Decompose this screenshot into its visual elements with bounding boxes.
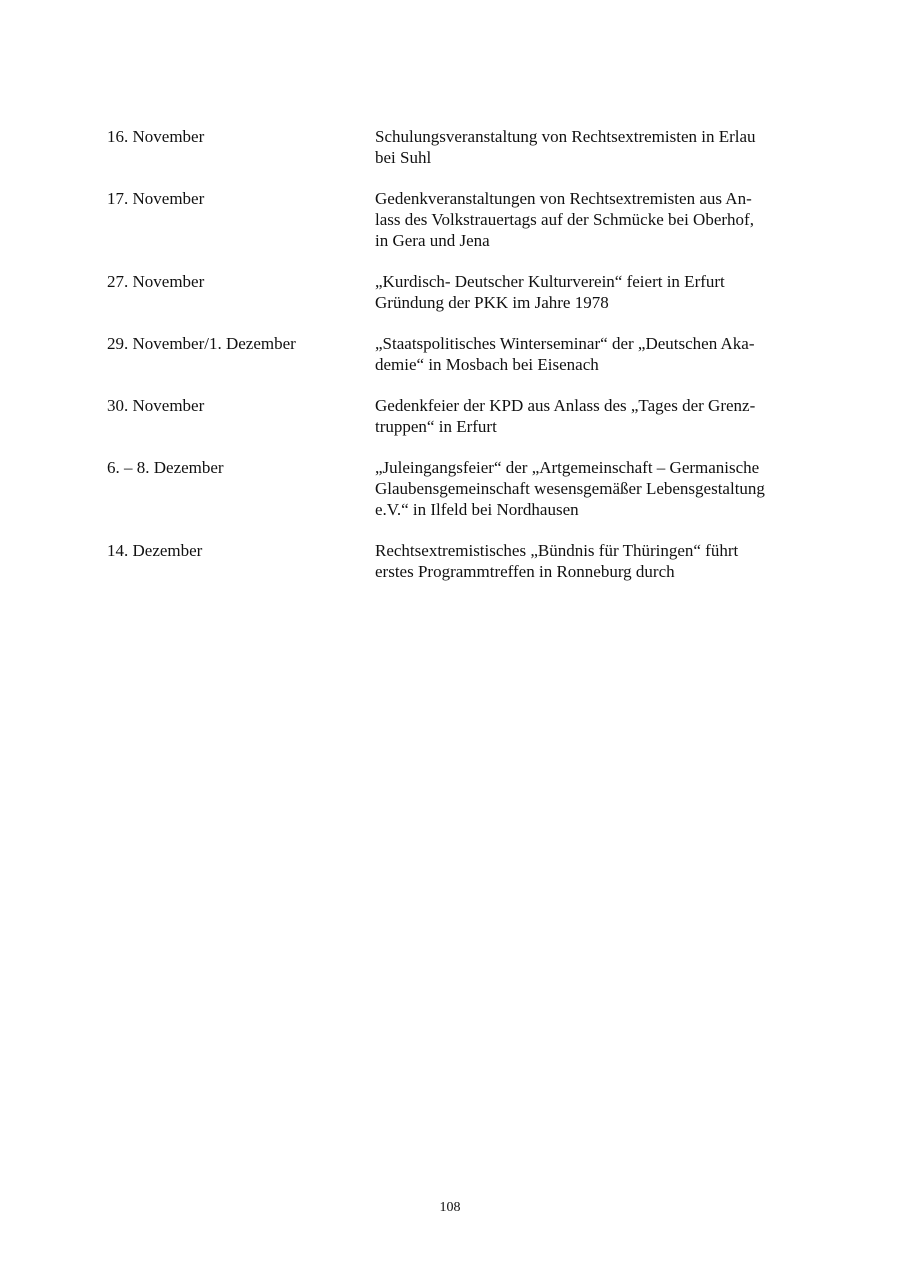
entry-text-line: truppen“ in Erfurt (375, 417, 497, 436)
entry-text-line: „Staatspolitisches Winterseminar“ der „Deutschen Aka- (375, 334, 755, 353)
entry-text-line: Gedenkveranstaltungen von Rechtsextremisten aus An- (375, 189, 752, 208)
chronology-entry (107, 271, 797, 313)
entry-text-line: bei Suhl (375, 148, 432, 167)
chronology-list (107, 126, 797, 602)
entry-description (375, 457, 795, 520)
entry-description (375, 126, 795, 168)
entry-text-line: lass des Volkstrauertags auf der Schmücke bei Oberhof, (375, 210, 754, 229)
entry-text-line: demie“ in Mosbach bei Eisenach (375, 355, 599, 374)
entry-date: 6. – 8. Dezember (107, 458, 224, 477)
entry-description (375, 271, 795, 313)
entry-text-line: Gründung der PKK im Jahre 1978 (375, 293, 609, 312)
chronology-entry (107, 126, 797, 168)
entry-text-line: Gedenkfeier der KPD aus Anlass des „Tages der Grenz- (375, 396, 756, 415)
chronology-entry (107, 457, 797, 520)
entry-date: 17. November (107, 189, 205, 208)
entry-date: 30. November (107, 396, 205, 415)
chronology-entry (107, 540, 797, 582)
entry-description (375, 540, 795, 582)
entry-date: 27. November (107, 272, 205, 291)
entry-description (375, 188, 795, 251)
entry-text-line: Glaubensgemeinschaft wesensgemäßer Lebensgestaltung (375, 479, 765, 498)
entry-text-line: erstes Programmtreffen in Ronneburg durch (375, 562, 675, 581)
page-number: 108 (439, 1200, 461, 1215)
entry-text-line: Schulungsveranstaltung von Rechtsextremisten in Erlau (375, 127, 756, 146)
chronology-entry (107, 395, 797, 437)
entry-text-line: e.V.“ in Ilfeld bei Nordhausen (375, 500, 579, 519)
entry-date: 14. Dezember (107, 541, 203, 560)
entry-text-line: „Juleingangsfeier“ der „Artgemeinschaft – Germanische (375, 458, 760, 477)
entry-text-line: in Gera und Jena (375, 231, 490, 250)
entry-text-line: Rechtsextremistisches „Bündnis für Thüringen“ führt (375, 541, 739, 560)
entry-description (375, 395, 795, 437)
entry-description (375, 333, 795, 375)
chronology-entry (107, 188, 797, 251)
entry-date: 29. November/1. Dezember (107, 334, 296, 353)
entry-text-line: „Kurdisch- Deutscher Kulturverein“ feiert in Erfurt (375, 272, 725, 291)
chronology-entry (107, 333, 797, 375)
entry-date: 16. November (107, 127, 205, 146)
